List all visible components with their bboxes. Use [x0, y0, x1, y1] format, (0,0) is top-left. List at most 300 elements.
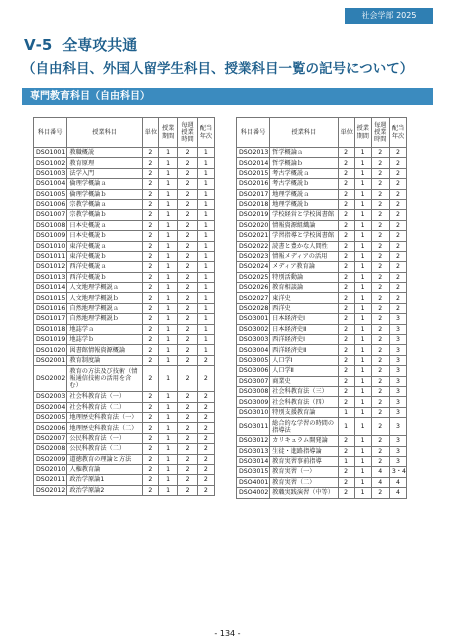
subject-code: DSO3014 [237, 456, 270, 466]
year: 1 [197, 324, 214, 334]
table-row [34, 423, 215, 433]
table-row [34, 314, 215, 324]
units: 2 [338, 376, 354, 386]
table-row [34, 303, 215, 313]
term: 1 [158, 444, 177, 454]
term: 1 [354, 158, 371, 168]
weekly-hours: 2 [371, 241, 389, 251]
weekly-hours: 2 [371, 210, 389, 220]
term: 1 [354, 231, 371, 241]
subject-name: 情報メディアの活用 [270, 251, 338, 261]
subject-name: 政治学原論2 [67, 485, 142, 495]
table-row [237, 210, 407, 220]
subjects-table-right [236, 117, 407, 499]
term: 1 [354, 488, 371, 498]
subject-code: DSO1009 [34, 231, 67, 241]
weekly-hours: 2 [178, 220, 197, 230]
year: 2 [389, 148, 406, 158]
col-units: 単位 [142, 118, 158, 148]
year: 3 [389, 446, 406, 456]
weekly-hours: 2 [178, 423, 197, 433]
subject-code: DSO2013 [237, 148, 270, 158]
year: 2 [197, 366, 214, 392]
units: 2 [142, 485, 158, 495]
term: 1 [354, 179, 371, 189]
subject-code: DSO1019 [34, 335, 67, 345]
weekly-hours: 2 [371, 446, 389, 456]
units: 2 [338, 272, 354, 282]
subject-name: 公民科教育法（二） [67, 444, 142, 454]
weekly-hours: 2 [371, 488, 389, 498]
weekly-hours: 2 [178, 283, 197, 293]
weekly-hours: 4 [371, 477, 389, 487]
term: 1 [158, 454, 177, 464]
subject-name: 西洋史 [270, 303, 338, 313]
weekly-hours: 2 [178, 335, 197, 345]
term: 1 [354, 220, 371, 230]
year: 2 [389, 251, 406, 261]
year: 2 [197, 475, 214, 485]
subject-name: 情報資源組織論 [270, 220, 338, 230]
table-row [34, 412, 215, 422]
year: 1 [197, 314, 214, 324]
table-row [34, 402, 215, 412]
subject-code: DSO1003 [34, 168, 67, 178]
weekly-hours: 2 [178, 210, 197, 220]
table-row [237, 418, 407, 436]
term: 1 [354, 241, 371, 251]
year: 1 [197, 231, 214, 241]
year: 2 [197, 355, 214, 365]
units: 1 [338, 456, 354, 466]
term: 1 [158, 251, 177, 261]
units: 2 [338, 179, 354, 189]
subject-code: DSO3015 [237, 467, 270, 477]
table-row [237, 283, 407, 293]
weekly-hours: 2 [178, 199, 197, 209]
subject-code: DSO1013 [34, 272, 67, 282]
table-row [34, 262, 215, 272]
term: 1 [158, 293, 177, 303]
year: 2 [389, 262, 406, 272]
weekly-hours: 2 [178, 392, 197, 402]
subject-code: DSO2012 [34, 485, 67, 495]
subject-name: 社会科教育法（一） [67, 392, 142, 402]
col-hours: 毎週 授業 時間 [371, 118, 389, 148]
term: 1 [158, 475, 177, 485]
year: 3 [389, 418, 406, 436]
term: 1 [354, 314, 371, 324]
subject-code: DSO3007 [237, 376, 270, 386]
units: 2 [142, 444, 158, 454]
subject-code: DSO3011 [237, 418, 270, 436]
units: 2 [338, 303, 354, 313]
year: 1 [197, 262, 214, 272]
table-row [237, 436, 407, 446]
subject-name: 西洋経済史Ⅰ [270, 335, 338, 345]
subject-code: DSO2020 [237, 220, 270, 230]
year: 3 [389, 397, 406, 407]
subject-code: DSO1004 [34, 179, 67, 189]
year: 2 [389, 272, 406, 282]
year: 1 [197, 272, 214, 282]
weekly-hours: 2 [371, 179, 389, 189]
subject-name: 教育原理 [67, 158, 142, 168]
subject-name: 地理学概説ａ [270, 189, 338, 199]
year: 2 [389, 189, 406, 199]
subject-name: 教育制度論 [67, 355, 142, 365]
subject-name: 特別活動論 [270, 272, 338, 282]
weekly-hours: 2 [371, 283, 389, 293]
term: 1 [158, 314, 177, 324]
units: 2 [338, 220, 354, 230]
subject-name: 教育の方法及び技術（情報通信技術の活用を含む） [67, 366, 142, 392]
units: 2 [142, 335, 158, 345]
year: 2 [389, 210, 406, 220]
weekly-hours: 2 [178, 272, 197, 282]
subject-name: 人口学Ⅱ [270, 366, 338, 376]
term: 1 [158, 262, 177, 272]
section-code: Ⅴ-5 [24, 36, 53, 54]
weekly-hours: 2 [178, 251, 197, 261]
units: 2 [142, 199, 158, 209]
subject-name: 学校経営と学校図書館 [270, 210, 338, 220]
table-row [237, 303, 407, 313]
table-row [237, 456, 407, 466]
term: 1 [158, 423, 177, 433]
weekly-hours: 2 [371, 262, 389, 272]
subject-code: DSO1011 [34, 251, 67, 261]
term: 1 [158, 241, 177, 251]
subject-name: メディア教育論 [270, 262, 338, 272]
year: 2 [389, 241, 406, 251]
subject-code: DSO2011 [34, 475, 67, 485]
subject-name: 日本経済史Ⅰ [270, 314, 338, 324]
subject-name: 地誌学ｂ [67, 335, 142, 345]
subject-name: 教育実習（一） [270, 467, 338, 477]
subject-name: 地誌学ａ [67, 324, 142, 334]
subject-code: DSO2015 [237, 168, 270, 178]
weekly-hours: 2 [178, 433, 197, 443]
subject-name: カリキュラム開発論 [270, 436, 338, 446]
subject-name: 人文地理学概説ｂ [67, 293, 142, 303]
table-row [237, 220, 407, 230]
table-row [34, 241, 215, 251]
subject-code: DSO3005 [237, 355, 270, 365]
year: 1 [197, 148, 214, 158]
term: 1 [158, 464, 177, 474]
table-row [34, 231, 215, 241]
year: 1 [197, 220, 214, 230]
table-row [237, 386, 407, 396]
weekly-hours: 2 [371, 168, 389, 178]
subject-code: DSO2008 [34, 444, 67, 454]
units: 2 [142, 189, 158, 199]
table-row [34, 335, 215, 345]
units: 2 [142, 366, 158, 392]
weekly-hours: 2 [178, 314, 197, 324]
weekly-hours: 2 [178, 231, 197, 241]
table-row [34, 475, 215, 485]
subject-name: 政治学原論1 [67, 475, 142, 485]
subject-code: DSO1017 [34, 314, 67, 324]
units: 2 [338, 446, 354, 456]
subject-name: 教育実習（二） [270, 477, 338, 487]
table-row [34, 251, 215, 261]
subject-code: DSO2026 [237, 283, 270, 293]
units: 2 [338, 241, 354, 251]
weekly-hours: 2 [371, 436, 389, 446]
subject-code: DSO2017 [237, 189, 270, 199]
subject-name: 考古学概説ｂ [270, 179, 338, 189]
weekly-hours: 2 [371, 158, 389, 168]
subject-name: 社会科教育法（四） [270, 397, 338, 407]
year: 1 [197, 179, 214, 189]
year: 3 [389, 456, 406, 466]
units: 2 [142, 392, 158, 402]
weekly-hours: 2 [371, 355, 389, 365]
units: 2 [142, 241, 158, 251]
year: 2 [389, 303, 406, 313]
year: 1 [197, 158, 214, 168]
table-row [237, 355, 407, 365]
table-row [237, 324, 407, 334]
subject-name: 考古学概説ａ [270, 168, 338, 178]
term: 1 [158, 210, 177, 220]
subject-code: DSO2006 [34, 423, 67, 433]
subject-code: DSO2028 [237, 303, 270, 313]
subject-category-banner: 専門教育科目（自由科目） [22, 88, 433, 105]
units: 2 [142, 210, 158, 220]
subject-code: DSO1010 [34, 241, 67, 251]
units: 2 [142, 423, 158, 433]
section-subtitle: （自由科目、外国人留学生科目、授業科目一覧の記号について） [22, 61, 414, 77]
weekly-hours: 2 [371, 456, 389, 466]
term: 1 [354, 355, 371, 365]
year: 2 [389, 199, 406, 209]
year: 2 [389, 283, 406, 293]
term: 1 [354, 335, 371, 345]
weekly-hours: 2 [371, 251, 389, 261]
subject-code: DSO2003 [34, 392, 67, 402]
table-row [34, 199, 215, 209]
year: 2 [197, 433, 214, 443]
table-row [237, 376, 407, 386]
year: 1 [197, 303, 214, 313]
subject-code: DSO3012 [237, 436, 270, 446]
table-row [237, 148, 407, 158]
term: 1 [354, 283, 371, 293]
table-row [237, 335, 407, 345]
table-row [34, 283, 215, 293]
units: 2 [142, 324, 158, 334]
table-row [237, 231, 407, 241]
table-row [237, 397, 407, 407]
weekly-hours: 2 [178, 241, 197, 251]
subject-code: DSO3004 [237, 345, 270, 355]
subject-name: 東洋史 [270, 293, 338, 303]
units: 2 [338, 210, 354, 220]
year: 1 [197, 283, 214, 293]
units: 2 [142, 272, 158, 282]
table-row [34, 485, 215, 495]
year: 4 [389, 477, 406, 487]
table-row [34, 454, 215, 464]
weekly-hours: 2 [371, 366, 389, 376]
subject-code: DSO1012 [34, 262, 67, 272]
table-row [34, 179, 215, 189]
subject-code: DSO2025 [237, 272, 270, 282]
subject-name: 図書館情報資源概論 [67, 345, 142, 355]
units: 2 [142, 168, 158, 178]
year: 1 [197, 168, 214, 178]
year: 4 [389, 488, 406, 498]
subject-code: DSO2019 [237, 210, 270, 220]
table-header-row [237, 118, 407, 148]
weekly-hours: 2 [371, 293, 389, 303]
year: 2 [389, 179, 406, 189]
subject-name: 自然地理学概説ｂ [67, 314, 142, 324]
subject-name: 社会科教育法（三） [270, 386, 338, 396]
table-row [34, 189, 215, 199]
weekly-hours: 2 [371, 376, 389, 386]
units: 2 [142, 262, 158, 272]
subject-name: 教職概説 [67, 148, 142, 158]
subject-code: DSO2010 [34, 464, 67, 474]
subject-code: DSO3002 [237, 324, 270, 334]
units: 2 [338, 397, 354, 407]
subject-code: DSO1018 [34, 324, 67, 334]
term: 1 [354, 446, 371, 456]
table-row [34, 392, 215, 402]
term: 1 [354, 345, 371, 355]
year: 2 [389, 158, 406, 168]
subject-name: 地理学概説ｂ [270, 199, 338, 209]
weekly-hours: 2 [178, 293, 197, 303]
units: 2 [142, 314, 158, 324]
year: 2 [197, 454, 214, 464]
subject-code: DSO3009 [237, 397, 270, 407]
subject-name: 人権教育論 [67, 464, 142, 474]
subjects-table-left [33, 117, 215, 496]
year: 3 [389, 376, 406, 386]
units: 2 [338, 436, 354, 446]
units: 2 [338, 283, 354, 293]
weekly-hours: 2 [371, 324, 389, 334]
subject-name: 人文地理学概説ａ [67, 283, 142, 293]
subject-code: DSO4002 [237, 488, 270, 498]
year: 3 [389, 386, 406, 396]
term: 1 [158, 402, 177, 412]
subject-code: DSO3010 [237, 407, 270, 417]
subject-name: 日本経済史Ⅱ [270, 324, 338, 334]
weekly-hours: 2 [178, 366, 197, 392]
units: 2 [142, 293, 158, 303]
table-row [237, 488, 407, 498]
subject-code: DSO2021 [237, 231, 270, 241]
subject-name: 西洋史概説ａ [67, 262, 142, 272]
subject-name: 宗教学概論ｂ [67, 210, 142, 220]
units: 2 [142, 355, 158, 365]
table-row [237, 199, 407, 209]
units: 2 [338, 168, 354, 178]
term: 1 [158, 168, 177, 178]
term: 1 [354, 376, 371, 386]
subject-name: 地理歴史科教育法（一） [67, 412, 142, 422]
term: 1 [158, 345, 177, 355]
weekly-hours: 2 [371, 335, 389, 345]
subject-name: 日本史概説ａ [67, 220, 142, 230]
year: 3・4 [389, 467, 406, 477]
subject-name: 教職実践演習（中等） [270, 488, 338, 498]
subject-name: 日本史概説ｂ [67, 231, 142, 241]
weekly-hours: 2 [178, 412, 197, 422]
year: 1 [197, 335, 214, 345]
subject-name: 哲学概論ｂ [270, 158, 338, 168]
subject-name: 公民科教育法（一） [67, 433, 142, 443]
weekly-hours: 2 [178, 179, 197, 189]
year: 2 [389, 168, 406, 178]
units: 2 [142, 345, 158, 355]
year: 3 [389, 335, 406, 345]
term: 1 [158, 485, 177, 495]
page-number: - 134 - [214, 629, 241, 638]
subject-code: DSO1014 [34, 283, 67, 293]
units: 2 [142, 402, 158, 412]
term: 1 [354, 303, 371, 313]
units: 2 [142, 231, 158, 241]
units: 2 [338, 314, 354, 324]
term: 1 [354, 407, 371, 417]
col-name: 授業科目 [270, 118, 338, 148]
term: 1 [158, 283, 177, 293]
subject-code: DSO1008 [34, 220, 67, 230]
year: 3 [389, 345, 406, 355]
weekly-hours: 2 [371, 397, 389, 407]
table-row [237, 272, 407, 282]
subject-name: 哲学概論ａ [270, 148, 338, 158]
table-row [237, 158, 407, 168]
term: 1 [354, 272, 371, 282]
weekly-hours: 2 [371, 407, 389, 417]
units: 2 [142, 303, 158, 313]
table-row [237, 189, 407, 199]
table-row [34, 345, 215, 355]
term: 1 [354, 293, 371, 303]
term: 1 [158, 324, 177, 334]
table-row [34, 168, 215, 178]
term: 1 [354, 386, 371, 396]
weekly-hours: 2 [371, 199, 389, 209]
year: 1 [197, 293, 214, 303]
subject-code: DSO2001 [34, 355, 67, 365]
table-row [237, 446, 407, 456]
subject-code: DSO2014 [237, 158, 270, 168]
subject-name: 学習指導と学校図書館 [270, 231, 338, 241]
col-term: 授業 期間 [354, 118, 371, 148]
weekly-hours: 2 [178, 345, 197, 355]
table-header-row [34, 118, 215, 148]
weekly-hours: 2 [178, 262, 197, 272]
table-row [34, 293, 215, 303]
weekly-hours: 2 [371, 231, 389, 241]
year: 1 [197, 251, 214, 261]
subject-name: 社会科教育法（二） [67, 402, 142, 412]
year: 2 [389, 231, 406, 241]
units: 2 [142, 283, 158, 293]
term: 1 [158, 355, 177, 365]
term: 1 [354, 397, 371, 407]
